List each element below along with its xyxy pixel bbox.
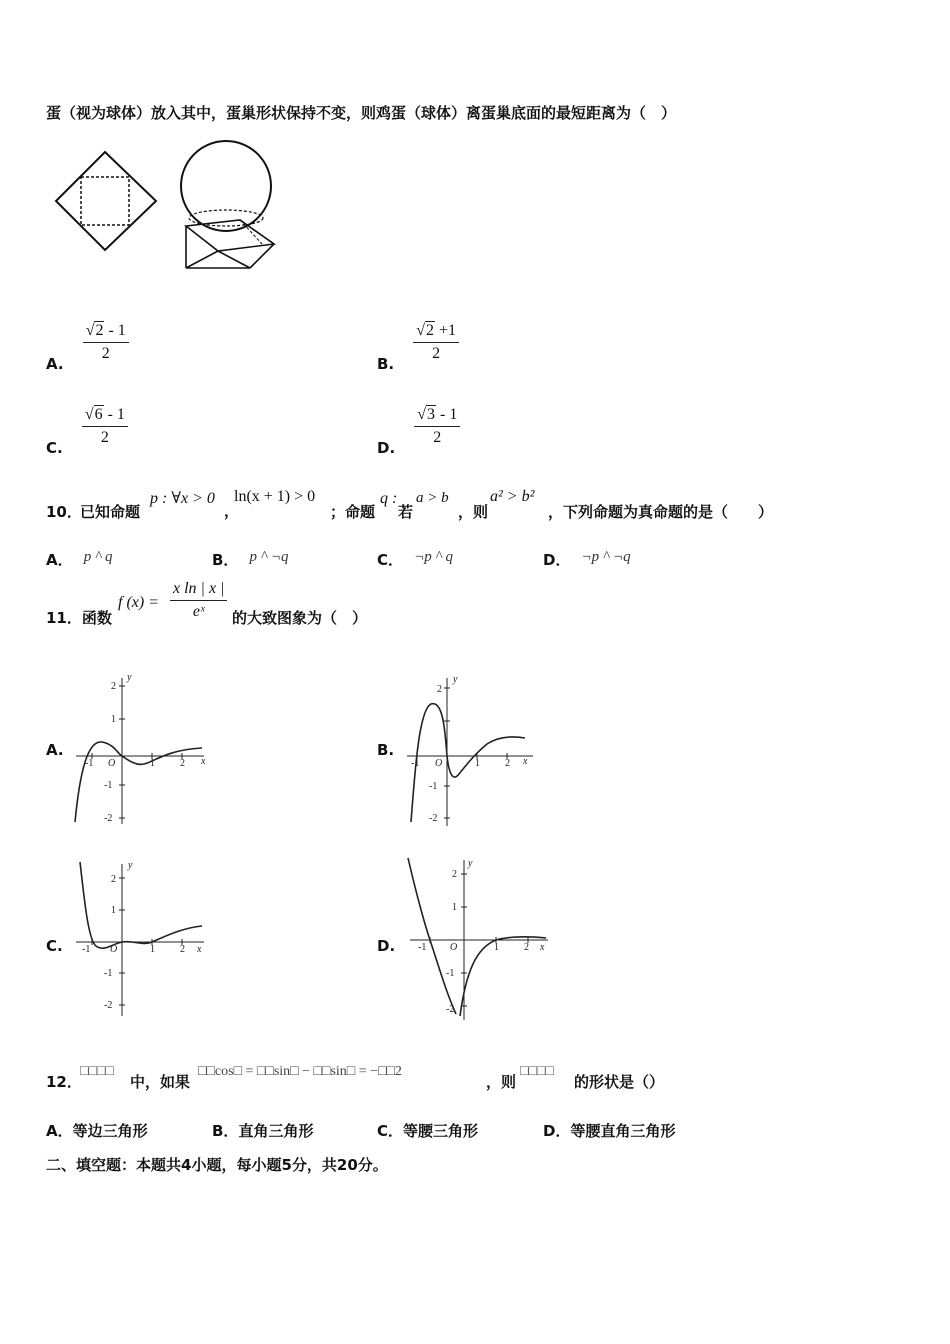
y-axis-label: y xyxy=(127,672,132,683)
option-a-fraction: $\frac{√2 - 1}{2}$ xyxy=(83,322,129,363)
q10-option-d[interactable] xyxy=(543,545,631,569)
q12-blank-triangle-2: □□□□ xyxy=(520,1064,554,1079)
func-numerator: x ln | x | xyxy=(170,580,227,601)
q10-ln-part: ln(x + 1) > 0 xyxy=(234,488,316,505)
option-label: B． xyxy=(212,1122,239,1140)
q10-option-b[interactable] xyxy=(212,545,289,569)
section-title-fill-in: 二、填空题：本题共4小题，每小题5分，共20分。 xyxy=(46,1156,388,1174)
origin-label: O xyxy=(450,942,458,953)
y-axis-label: y xyxy=(468,858,473,869)
q10-comma: ， xyxy=(224,502,240,520)
q12-formula: □□cos□ = □□sin□ − □□sin□ = −□□2 xyxy=(198,1064,402,1079)
tick-label: -2 xyxy=(446,1004,455,1015)
tick-label: -1 xyxy=(85,758,94,769)
option-label: A. xyxy=(46,741,64,759)
tick-label: 2 xyxy=(524,942,529,953)
q12-mid2: ，则 xyxy=(486,1073,517,1091)
q11-func-lhs: f (x) = xyxy=(118,594,159,611)
q11-graph-d[interactable] xyxy=(400,852,552,1024)
option-label: C． xyxy=(377,551,404,569)
q11-func-fraction xyxy=(170,580,227,621)
origin-label: O xyxy=(110,944,118,955)
q9-option-c[interactable] xyxy=(46,406,128,457)
x-axis-label: x xyxy=(197,944,202,955)
graph-curve-right xyxy=(460,937,546,1016)
q11-stem xyxy=(46,580,546,630)
numerator-rest: - 1 xyxy=(440,406,458,423)
tick-label: 1 xyxy=(150,944,155,955)
q12-option-d[interactable] xyxy=(543,1120,675,1141)
option-label: A． xyxy=(46,1122,73,1140)
option-text: 直角三角形 xyxy=(238,1122,314,1140)
tick-label: -1 xyxy=(104,780,113,791)
q12-option-c[interactable] xyxy=(377,1120,478,1141)
q10-q-def: q : xyxy=(380,490,398,507)
tick-label: 2 xyxy=(111,681,116,692)
q12-number: 12． xyxy=(46,1073,82,1091)
tick-label: 1 xyxy=(494,942,499,953)
q10-stem xyxy=(46,488,906,520)
q9-intro: 蛋（视为球体）放入其中，蛋巢形状保持不变，则鸡蛋（球体）离蛋巢底面的最短距离为（ ） xyxy=(46,104,677,122)
q10-option-a[interactable] xyxy=(46,545,113,569)
tick-label: -1 xyxy=(104,968,113,979)
option-text: 等腰三角形 xyxy=(403,1122,479,1140)
option-label: B． xyxy=(212,551,239,569)
tick-label: 1 xyxy=(111,905,116,916)
q12-tail: 的形状是（） xyxy=(574,1073,665,1091)
q11-option-a-label[interactable] xyxy=(46,740,64,759)
q10-number: 10． xyxy=(46,503,82,521)
option-b-fraction: $\frac{√2 +1}{2}$ xyxy=(413,322,459,363)
option-label: D. xyxy=(377,439,396,457)
tick-label: -1 xyxy=(429,781,438,792)
tick-label: 2 xyxy=(437,684,442,695)
denominator: 2 xyxy=(100,429,109,446)
denominator: 2 xyxy=(101,345,110,362)
func-denominator: eˣ xyxy=(192,603,205,620)
option-label: D． xyxy=(543,551,571,569)
graph-curve xyxy=(80,862,202,948)
option-label: D． xyxy=(543,1122,571,1140)
radicand: 2 xyxy=(426,322,435,339)
q11-option-d-label[interactable] xyxy=(377,936,395,955)
graph-curve xyxy=(75,742,202,822)
option-expression: ¬p ^ q xyxy=(414,549,454,565)
q11-option-c-label[interactable] xyxy=(46,936,63,955)
q12-mid1: 中，如果 xyxy=(130,1073,191,1091)
radicand: 3 xyxy=(427,406,436,423)
x-axis-label: x xyxy=(523,756,528,767)
tick-label: 2 xyxy=(111,874,116,885)
option-expression: ¬p ^ ¬q xyxy=(581,549,631,565)
numerator-rest: - 1 xyxy=(108,322,126,339)
tick-label: -2 xyxy=(429,813,438,824)
q10-p-def: p : ∀x > 0 xyxy=(150,490,215,507)
graph-curve-left xyxy=(408,858,456,1014)
option-d-fraction: $\frac{√3 - 1}{2}$ xyxy=(414,406,460,447)
tick-label: -1 xyxy=(446,968,455,979)
option-expression: p ^ ¬q xyxy=(249,549,289,565)
egg-nest-top-view-figure xyxy=(52,148,162,254)
denominator: 2 xyxy=(433,429,442,446)
option-text: 等边三角形 xyxy=(72,1122,148,1140)
q10-ruo: 若 xyxy=(398,503,414,521)
option-label: C. xyxy=(46,439,63,457)
option-label: C. xyxy=(46,937,63,955)
tick-label: 2 xyxy=(452,869,457,880)
x-axis-label: x xyxy=(201,756,206,767)
origin-label: O xyxy=(108,758,116,769)
q12-stem xyxy=(46,1064,906,1094)
radicand: 6 xyxy=(94,406,103,423)
tick-label: -1 xyxy=(411,758,420,769)
q10-a2-gt-b2: a² > b² xyxy=(490,488,535,505)
option-label: D. xyxy=(377,937,396,955)
denominator: 2 xyxy=(432,345,441,362)
y-axis-label: y xyxy=(128,860,133,871)
radicand: 2 xyxy=(95,322,104,339)
tick-label: -1 xyxy=(82,944,91,955)
q10-tail: ，下列命题为真命题的是（ ） xyxy=(548,503,774,521)
q10-option-c[interactable] xyxy=(377,545,454,569)
q11-option-b-label[interactable] xyxy=(377,740,394,759)
tick-label: 1 xyxy=(452,902,457,913)
q12-option-b[interactable] xyxy=(212,1120,313,1141)
option-label: A. xyxy=(46,355,64,373)
q12-option-a[interactable] xyxy=(46,1120,148,1141)
tick-label: 2 xyxy=(180,758,185,769)
option-label: A． xyxy=(46,551,73,569)
origin-label: O xyxy=(435,758,443,769)
q9-option-b[interactable] xyxy=(377,322,459,373)
q11-graph-c[interactable] xyxy=(70,856,210,1022)
q11-graph-a[interactable] xyxy=(70,670,210,830)
y-axis-label: y xyxy=(453,674,458,685)
q12-blank-triangle: □□□□ xyxy=(80,1064,114,1079)
numerator-rest: - 1 xyxy=(107,406,125,423)
tick-label: 2 xyxy=(180,944,185,955)
option-label: B. xyxy=(377,741,395,759)
q9-option-a[interactable] xyxy=(46,322,129,373)
tick-label: -2 xyxy=(104,813,113,824)
option-label: C． xyxy=(377,1122,404,1140)
q11-tail: 的大致图象为（ ） xyxy=(232,609,368,627)
q11-number: 11．函数 xyxy=(46,609,112,627)
egg-on-nest-figure xyxy=(178,138,282,274)
option-c-fraction: $\frac{√6 - 1}{2}$ xyxy=(82,406,128,447)
tick-label: -2 xyxy=(104,1000,113,1011)
option-label: B. xyxy=(377,355,395,373)
q10-text: 已知命题 xyxy=(80,503,141,521)
q10-ze: ，则 xyxy=(458,503,489,521)
numerator-rest: +1 xyxy=(439,322,457,339)
q9-option-d[interactable] xyxy=(377,406,460,457)
q10-a-gt-b: a > b xyxy=(416,490,449,506)
tick-label: -1 xyxy=(418,942,427,953)
tick-label: 1 xyxy=(150,758,155,769)
q10-semi: ；命题 xyxy=(330,503,376,521)
tick-label: 1 xyxy=(111,714,116,725)
option-expression: p ^ q xyxy=(83,549,113,565)
tick-label: 2 xyxy=(505,758,510,769)
x-axis-label: x xyxy=(540,942,545,953)
q11-graph-b[interactable] xyxy=(403,670,543,830)
option-text: 等腰直角三角形 xyxy=(570,1122,676,1140)
tick-label: 1 xyxy=(475,758,480,769)
